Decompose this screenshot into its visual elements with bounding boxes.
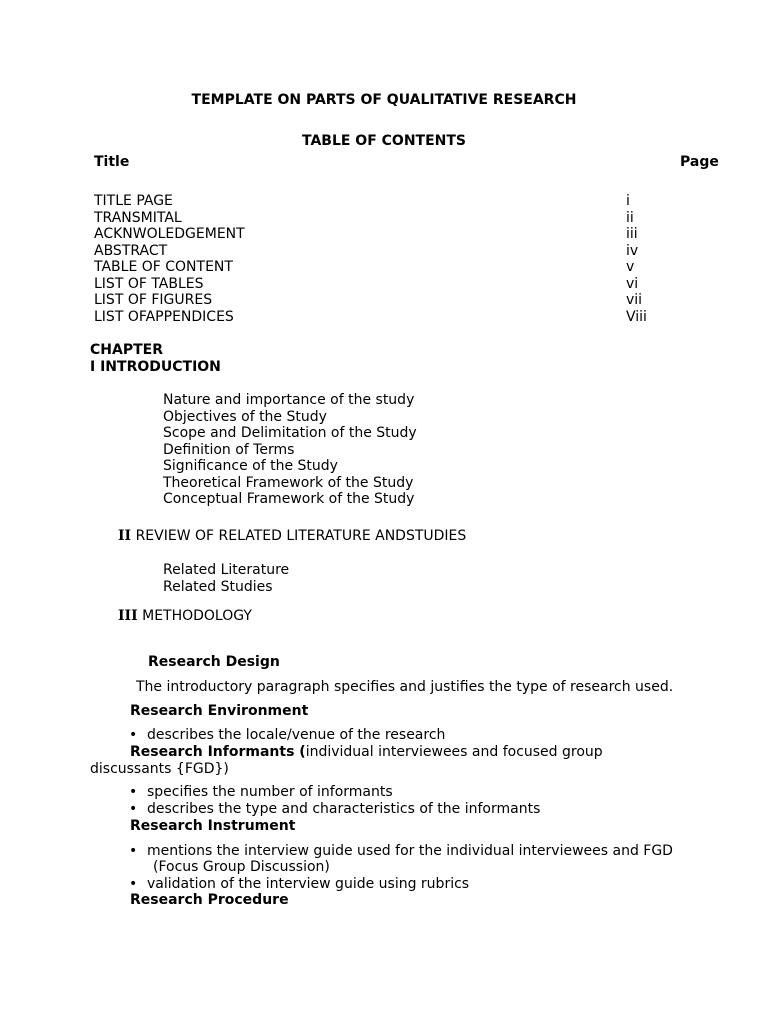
research-informants-note: individual interviewees and focused group (305, 744, 603, 760)
chapter-3-numeral: III (118, 608, 138, 624)
research-design-heading: Research Design (148, 654, 280, 670)
bullet-item (129, 727, 445, 744)
toc-entry-title: TRANSMITAL (94, 209, 182, 226)
toc-pages (626, 193, 647, 325)
bullet-item (129, 801, 540, 818)
section-item: Objectives of the Study (163, 408, 327, 425)
bullet-icon: • (129, 727, 138, 743)
chapter-label: CHAPTER (90, 342, 163, 358)
chapter-1-sections (163, 392, 417, 508)
toc-entry-title: LIST OF TABLES (94, 275, 204, 292)
chapter-2-name: REVIEW OF RELATED LITERATURE ANDSTUDIES (135, 528, 467, 544)
bullet-text: describes the type and characteristics of the informants (147, 801, 541, 817)
document-title: TEMPLATE ON PARTS OF QUALITATIVE RESEARCH (191, 92, 577, 108)
section-item: Related Studies (163, 578, 273, 595)
section-item: Scope and Delimitation of the Study (163, 425, 417, 441)
bullet-icon: • (129, 876, 138, 892)
toc-entry-page: ii (626, 209, 634, 226)
toc-entry-page: vii (626, 292, 643, 308)
bullet-item (129, 876, 469, 893)
research-informants-heading (130, 744, 603, 761)
toc-entry-page: Viii (626, 308, 647, 325)
chapter-2-sections (163, 562, 289, 595)
bullet-icon: • (129, 843, 138, 859)
bullet-text: validation of the interview guide using rubrics (147, 876, 470, 892)
chapter-2-heading (118, 528, 466, 545)
chapter-3-name: METHODOLOGY (142, 608, 252, 624)
section-item: Theoretical Framework of the Study (163, 474, 414, 491)
bullet-text: mentions the interview guide used for the individual interviewees and FGD (147, 843, 673, 859)
toc-entry-page: i (626, 193, 630, 209)
toc-entry-page: iv (626, 242, 639, 259)
research-design-text: The introductory paragraph specifies and justifies the type of research used. (136, 679, 674, 695)
toc-entry-page: vi (626, 275, 639, 292)
section-item: Nature and importance of the study (163, 392, 415, 408)
toc-entry-title: LIST OF FIGURES (94, 292, 213, 308)
research-environment-heading: Research Environment (130, 703, 309, 719)
toc-heading: TABLE OF CONTENTS (301, 133, 467, 149)
bullet-icon: • (129, 801, 138, 817)
toc-entry-title: LIST OFAPPENDICES (94, 308, 234, 325)
toc-entry-title: ACKNWOLEDGEMENT (94, 226, 245, 242)
section-item: Definition of Terms (163, 441, 295, 458)
toc-entry-title: ABSTRACT (94, 242, 168, 259)
toc-entry-title: TITLE PAGE (94, 193, 173, 209)
chapter-3-heading (118, 608, 252, 625)
chapter-1-heading (90, 359, 221, 376)
toc-entry-page: iii (626, 226, 638, 242)
section-item: Conceptual Framework of the Study (163, 491, 415, 507)
bullet-text: specifies the number of informants (147, 784, 393, 800)
research-instrument-heading: Research Instrument (130, 818, 296, 834)
research-procedure-heading: Research Procedure (130, 892, 289, 908)
bullet-icon: • (129, 784, 138, 800)
toc-titles (94, 193, 245, 325)
research-informants-note-continued: discussants {FGD}) (90, 761, 229, 777)
toc-entry-page: v (626, 259, 635, 275)
research-informants-label: Research Informants ( (130, 744, 306, 760)
chapter-1-name: INTRODUCTION (100, 359, 221, 375)
toc-entry-title: TABLE OF CONTENT (94, 259, 233, 275)
bullet-text: describes the locale/venue of the research (147, 727, 446, 743)
toc-column-title: Title (94, 154, 130, 170)
chapter-1-numeral: I (90, 359, 96, 375)
bullet-text-continued: (Focus Group Discussion) (153, 859, 330, 875)
bullet-item (129, 843, 673, 860)
section-item: Significance of the Study (163, 458, 338, 474)
chapter-2-numeral: II (118, 528, 132, 544)
toc-column-page: Page (680, 154, 719, 170)
bullet-item (129, 784, 393, 801)
section-item: Related Literature (163, 562, 290, 578)
